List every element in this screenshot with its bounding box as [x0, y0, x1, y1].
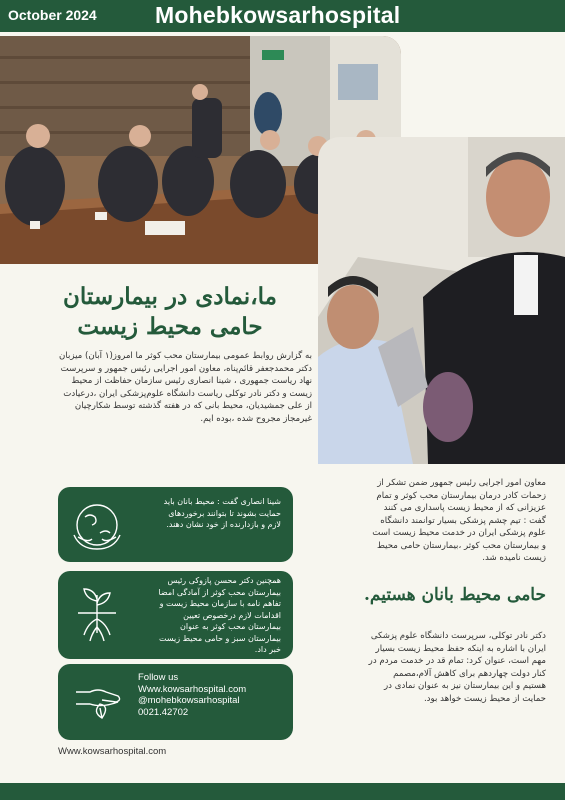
article-intro: به گزارش روابط عمومی بیمارستان محب کوثر ما امروز(۱ آبان) میزبان دکتر محمدجعفر قائم‌پناه، معاون امور اجرایی رئیس جمهور و سرپرست نهاد ریاست جمهوری ، شینا انصاری رئیس سازمان حفاظت از محیط زیست و دکتر نادر توکلی ریاست دانشگاه علوم‌پزشکی ایران ،درعیادت از علی جمشیدیان، محیط بانی که در هفته گذشته توسط شکارچیان غیرمجاز مجروح شده ،بوده ایم.	[59, 351, 312, 424]
planet-hands-icon	[68, 495, 126, 553]
header-bar	[0, 0, 565, 32]
hospital-title: Mohebkowsarhospital	[155, 2, 401, 28]
follow-phone: 0021.42702	[138, 706, 189, 718]
quote-card-pazouki	[58, 571, 293, 659]
article-closing: دکتر نادر توکلی، سرپرست دانشگاه علوم پزشکی ایران با اشاره به اینکه حفظ محیط زیست بسیار مهم است، عنوان کرد: تمام قد در خدمت مردم در کنار دولت چهاردهم برای کاهش آلام،مصمم هستیم و این بیمارستان نیز به عنوان نمادی در حمایت از محیط زیست خواهد بود.	[368, 631, 546, 704]
plant-roots-icon	[72, 583, 122, 645]
follow-instagram[interactable]: @mohebkowsarhospital	[138, 695, 240, 706]
article-title: ما،نمادی در بیمارستان حامی محیط زیست	[63, 283, 277, 340]
follow-info	[138, 672, 246, 718]
quote-card-ansari-text: شینا انصاری گفت : محیط بانان باید حمایت بشوند تا بتوانند برخوردهای لازم و بازدارنده از خود نشان دهند.	[163, 497, 281, 529]
quote-card-ansari	[58, 487, 293, 562]
follow-card	[58, 664, 293, 740]
footer-website-link[interactable]: Www.kowsarhospital.com	[58, 746, 167, 757]
quote-card-pazouki-text: همچنین دکتر محسن پازوکی رئیس بیمارستان محب کوثر از آمادگی امضا تفاهم نامه با سازمان محیط زیست و اقدامات لازم درخصوص تعیین بیمارستان محب کوثر به عنوان بیمارستان سبز و حامی محیط زیست خبر داد.	[158, 576, 281, 654]
hand-leaf-icon	[72, 672, 126, 722]
issue-date: October 2024	[8, 7, 97, 23]
follow-website[interactable]: Www.kowsarhospital.com	[138, 683, 247, 695]
footer-bar	[0, 783, 565, 800]
follow-heading: Follow us	[138, 672, 179, 683]
article-subheading: حامی محیط بانان هستیم.	[364, 585, 546, 605]
article-right-text: معاون امور اجرایی رئیس جمهور ضمن تشکر از زحمات کادر درمان بیمارستان محب کوثر و تمام عزیزانی که از محیط زیست پاسداری می کنند گفت : تیم چشم پزشکی بسیار توانمند دانشگاه علوم پزشکی ایران در خدمت محیط زیست است و بیمارستان محب کوثر ،بیمارستان حامی محیط زیست نامیده شد.	[372, 478, 546, 563]
patient-visit-photo	[318, 137, 565, 464]
